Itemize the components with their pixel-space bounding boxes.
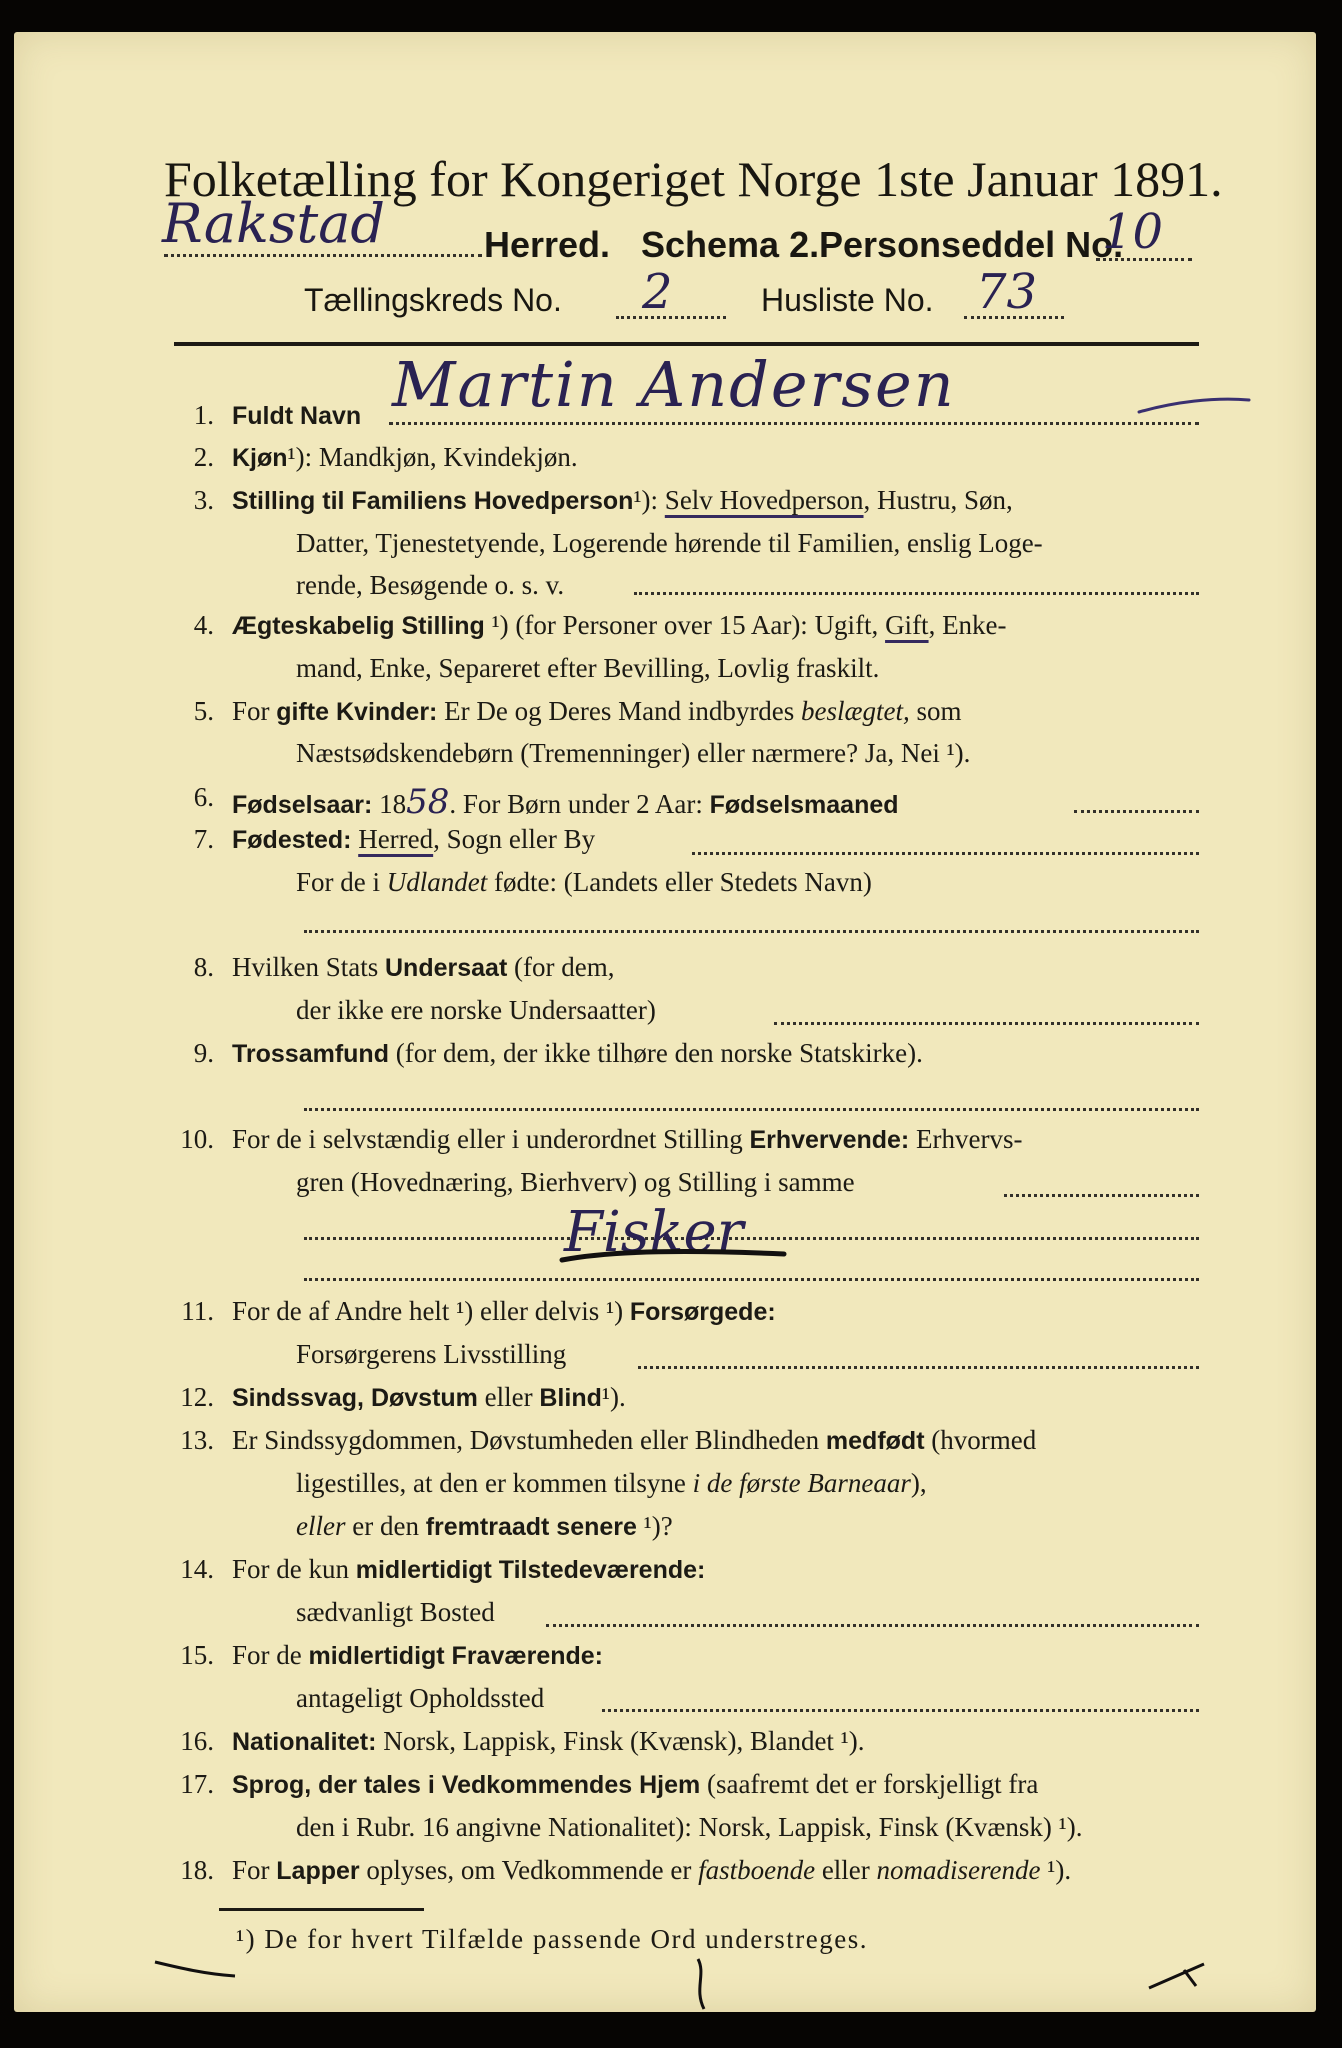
schema-label: Schema 2. xyxy=(641,224,820,265)
item-14-line-1 xyxy=(232,1554,705,1585)
item-6-line-1 xyxy=(232,782,899,822)
item-3-line-3 xyxy=(296,570,564,601)
item-10-line-2 xyxy=(296,1167,855,1198)
text-segment: , Enke- xyxy=(928,610,1007,640)
taellingskreds-dotted-line xyxy=(616,316,726,319)
item-10-dotted-line-3 xyxy=(304,1278,1199,1281)
item-number: 10. xyxy=(180,1124,214,1154)
item-18-line-1 xyxy=(232,1855,1071,1886)
item-number: 8. xyxy=(193,952,214,982)
text-segment: der ikke ere norske Undersaatter) xyxy=(296,995,656,1025)
item-9-dotted-line xyxy=(304,1108,1199,1111)
item-11-line-2 xyxy=(296,1339,566,1370)
text-segment: sædvanligt Bosted xyxy=(296,1597,495,1627)
item-number: 12. xyxy=(180,1382,214,1412)
text-segment: fødte: (Landets eller Stedets Navn) xyxy=(487,867,872,897)
text-segment: ¹) (for Personer over 15 Aar): Ugift, xyxy=(484,610,886,640)
birth-year-handwritten: 58 xyxy=(406,782,450,822)
item-15-dotted-line xyxy=(602,1709,1199,1712)
text-segment: Datter, Tjenestetyende, Logerende hørende til Familien, enslig Loge- xyxy=(296,528,1043,558)
item-5-line-2 xyxy=(296,738,970,769)
text-segment: Trossamfund xyxy=(232,1040,389,1068)
item-15-line-2 xyxy=(296,1683,544,1714)
text-segment: ¹): xyxy=(633,485,665,515)
text-segment: ¹): Mandkjøn, Kvindekjøn. xyxy=(287,442,578,472)
item-13-line-2 xyxy=(296,1468,927,1499)
item-10-line-1 xyxy=(232,1124,1022,1155)
margin-mark-left xyxy=(150,1954,240,1984)
occupation-handwritten: Fisker xyxy=(564,1200,744,1265)
full-name-handwritten: Martin Andersen xyxy=(392,348,956,421)
text-segment: For xyxy=(232,1855,277,1885)
text-segment: For de kun xyxy=(232,1554,356,1584)
personseddel-label: Personseddel No. xyxy=(819,224,1124,265)
text-segment: Kjøn xyxy=(232,444,288,472)
taellingskreds-label: Tællingskreds No. xyxy=(304,282,562,318)
item-4-line-1 xyxy=(232,610,1007,641)
text-segment: Nationalitet: xyxy=(232,1728,377,1756)
text-segment: Sprog, der tales i Vedkommendes Hjem xyxy=(232,1771,701,1799)
item-11-line-1 xyxy=(232,1296,776,1327)
item-9-line-1 xyxy=(232,1038,923,1069)
name-flourish-stroke xyxy=(1134,392,1254,432)
text-segment: Selv Hovedperson xyxy=(664,485,864,515)
text-segment: som xyxy=(909,696,962,726)
text-segment: Erhvervende: xyxy=(749,1126,910,1154)
text-segment: For xyxy=(232,696,277,726)
item-number: 9. xyxy=(193,1038,214,1068)
husliste-label: Husliste No. xyxy=(761,282,934,318)
text-segment: midlertidigt Fraværende: xyxy=(308,1642,603,1670)
text-segment: gifte Kvinder: xyxy=(276,698,438,726)
item-7-line-1 xyxy=(232,824,595,855)
text-segment: fremtraadt senere xyxy=(425,1513,637,1541)
item-13-line-3 xyxy=(296,1511,673,1542)
item-17-line-2 xyxy=(296,1812,1083,1843)
text-segment: ¹)? xyxy=(636,1511,673,1541)
text-segment: Er Sindssygdommen, Døvstumheden eller Blindheden xyxy=(232,1425,826,1455)
text-segment: eller xyxy=(296,1511,346,1541)
text-segment: den i Rubr. 16 angivne Nationalitet): Norsk, Lappisk, Finsk (Kvænsk) ¹). xyxy=(296,1812,1083,1842)
text-segment: Ægteskabelig Stilling xyxy=(232,612,485,640)
item-number: 11. xyxy=(181,1296,214,1326)
footnote: ¹) De for hvert Tilfælde passende Ord understreges. xyxy=(236,1924,868,1954)
text-segment: eller xyxy=(477,1382,540,1412)
item-number: 15. xyxy=(180,1640,214,1670)
item-3-line-2 xyxy=(296,528,1043,559)
item-1-line-1 xyxy=(232,400,361,431)
text-segment: i de første Barneaar xyxy=(692,1468,911,1498)
item-7-line-2 xyxy=(296,867,872,898)
text-segment: 18 xyxy=(372,789,407,819)
text-segment: Fuldt Navn xyxy=(232,402,362,430)
footnote-rule xyxy=(219,1908,424,1911)
item-number: 17. xyxy=(180,1769,214,1799)
text-segment: (for dem, xyxy=(507,952,615,982)
herred-handwritten: Rakstad xyxy=(162,192,385,255)
item-number: 4. xyxy=(193,610,214,640)
item-number: 1. xyxy=(193,400,214,430)
text-segment: Forsørgede: xyxy=(629,1298,776,1326)
text-segment: antageligt Opholdssted xyxy=(296,1683,545,1713)
text-segment: nomadiserende xyxy=(876,1855,1041,1885)
text-segment: Blind xyxy=(539,1384,602,1412)
text-segment: Næstsødskendebørn (Tremenninger) eller nærmere? Ja, Nei ¹). xyxy=(296,738,971,768)
item-10-dotted-line-1 xyxy=(1004,1194,1199,1197)
occupation-underline-stroke xyxy=(554,1242,794,1272)
margin-mark-center xyxy=(686,1954,716,2014)
text-segment: Stilling til Familiens Hovedperson xyxy=(232,487,634,515)
text-segment: gren (Hovednæring, Bierhverv) og Stilling i samme xyxy=(296,1167,855,1197)
husliste-number: 73 xyxy=(976,264,1038,320)
item-12-line-1 xyxy=(232,1382,626,1413)
text-segment: medfødt xyxy=(825,1427,925,1455)
item-3-dotted-line xyxy=(634,592,1199,595)
text-segment: Norsk, Lappisk, Finsk (Kvænsk), Blandet ¹). xyxy=(376,1726,865,1756)
text-segment: For de af Andre helt ¹) eller delvis ¹) xyxy=(232,1296,630,1326)
text-segment: (saafremt det er forskjelligt fra xyxy=(700,1769,1039,1799)
item-6-dotted-line xyxy=(1074,810,1199,813)
text-segment: Undersaat xyxy=(385,954,508,982)
text-segment: For de i selvstændig eller i underordnet Stilling xyxy=(232,1124,750,1154)
herred-dotted-line xyxy=(164,254,482,257)
text-segment: Fødselsmaaned xyxy=(709,791,899,819)
text-segment: er den xyxy=(345,1511,426,1541)
item-number: 13. xyxy=(180,1425,214,1455)
text-segment: Fødselsaar: xyxy=(232,791,373,819)
text-segment: Forsørgerens Livsstilling xyxy=(296,1339,567,1369)
item-2-line-1 xyxy=(232,442,578,473)
text-segment: rende, Besøgende o. s. v. xyxy=(296,570,565,600)
item-7b-dotted-line xyxy=(304,930,1199,933)
item-3-line-1 xyxy=(232,485,1013,516)
item-8-dotted-line xyxy=(774,1022,1199,1025)
text-segment: ¹). xyxy=(1040,1855,1072,1885)
text-segment: ), xyxy=(910,1468,927,1498)
text-segment: For de xyxy=(232,1640,309,1670)
text-segment: fastboende xyxy=(698,1855,816,1885)
item-4-line-2 xyxy=(296,653,879,684)
text-segment: Gift xyxy=(885,610,929,640)
item-number: 14. xyxy=(180,1554,214,1584)
text-segment: midlertidigt Tilstedeværende: xyxy=(355,1556,706,1584)
item-14-line-2 xyxy=(296,1597,495,1628)
text-segment: , Hustru, Søn, xyxy=(863,485,1013,515)
item-5-line-1 xyxy=(232,696,962,727)
personseddel-dotted-line xyxy=(1096,258,1192,261)
herred-label: Herred. xyxy=(484,224,611,265)
item-14-dotted-line xyxy=(546,1624,1199,1627)
item-number: 5. xyxy=(193,696,214,726)
text-segment: mand, Enke, Separeret efter Bevilling, Lovlig fraskilt. xyxy=(296,653,880,683)
text-segment: Erhvervs- xyxy=(909,1124,1023,1154)
item-number: 3. xyxy=(193,485,214,515)
census-form-sheet xyxy=(14,32,1316,2012)
text-segment: beslægtet, xyxy=(801,696,910,726)
item-16-line-1 xyxy=(232,1726,865,1757)
text-segment: (for dem, der ikke tilhøre den norske Statskirke). xyxy=(388,1038,923,1068)
margin-mark-right xyxy=(1144,1956,1214,1996)
text-segment: ligestilles, at den er kommen tilsyne xyxy=(296,1468,693,1498)
text-segment: . For Børn under 2 Aar: xyxy=(449,789,710,819)
item-10-dotted-line-2 xyxy=(304,1237,1199,1240)
item-number: 2. xyxy=(193,442,214,472)
item-11-dotted-line xyxy=(638,1366,1199,1369)
text-segment: Herred xyxy=(358,824,434,854)
text-segment: , Sogn eller By xyxy=(433,824,596,854)
item-1-dotted-line xyxy=(389,422,1199,425)
item-8-line-2 xyxy=(296,995,656,1026)
text-segment: Hvilken Stats xyxy=(232,952,385,982)
text-segment: Sindssvag, Døvstum xyxy=(232,1384,478,1412)
item-13-line-1 xyxy=(232,1425,1036,1456)
form-title: Folketælling for Kongeriget Norge 1ste Januar 1891. xyxy=(164,151,1223,207)
item-8-line-1 xyxy=(232,952,614,983)
header-divider xyxy=(174,342,1199,346)
text-segment: Lapper xyxy=(276,1857,360,1885)
item-7-dotted-line xyxy=(692,852,1199,855)
taellingskreds-number: 2 xyxy=(642,264,673,320)
text-segment: Udlandet xyxy=(386,867,488,897)
item-number: 7. xyxy=(193,824,214,854)
text-segment: For de i xyxy=(296,867,387,897)
text-segment: oplyses, om Vedkommende er xyxy=(359,1855,699,1885)
text-segment: eller xyxy=(815,1855,877,1885)
text-segment: Er De og Deres Mand indbyrdes xyxy=(437,696,802,726)
item-number: 16. xyxy=(180,1726,214,1756)
text-segment: (hvormed xyxy=(924,1425,1037,1455)
item-number: 6. xyxy=(193,782,214,812)
text-segment: ¹). xyxy=(601,1382,626,1412)
personseddel-number: 10 xyxy=(1102,204,1164,260)
item-17-line-1 xyxy=(232,1769,1038,1800)
text-segment: Fødested: xyxy=(232,826,352,854)
husliste-dotted-line xyxy=(964,316,1064,319)
item-15-line-1 xyxy=(232,1640,603,1671)
item-number: 18. xyxy=(180,1855,214,1885)
